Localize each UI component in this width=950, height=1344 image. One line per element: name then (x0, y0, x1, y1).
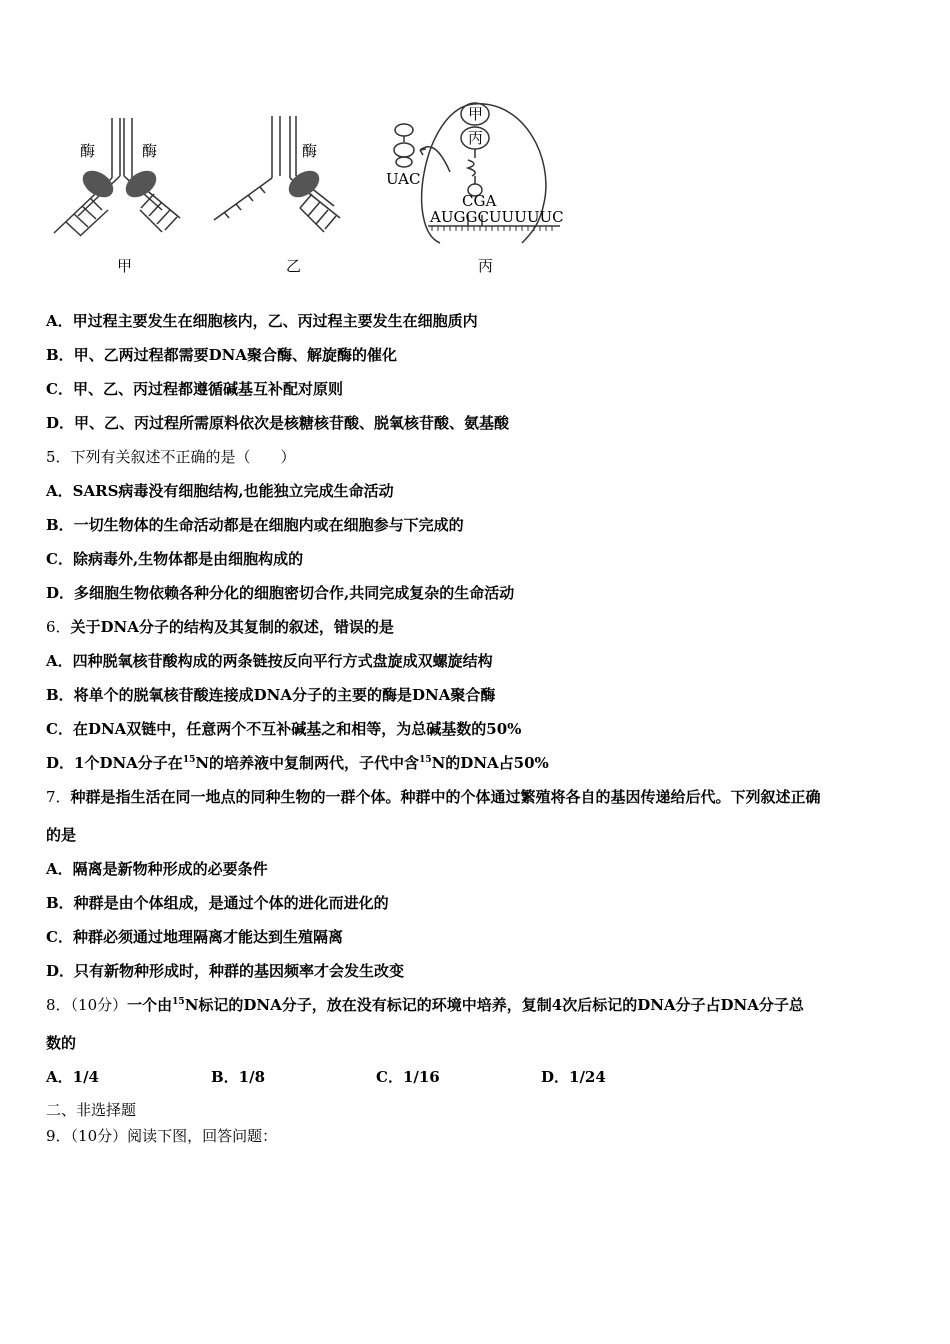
q8-option-a: A．1/4 (46, 1068, 99, 1086)
q7-option-d: D．只有新物种形成时，种群的基因频率才会发生改变 (46, 962, 405, 980)
ribosome-label-mid: 丙 (468, 129, 484, 147)
panel-jia (54, 118, 180, 236)
enzyme-label-2: 酶 (142, 142, 158, 160)
q4-option-c: C．甲、乙、丙过程都遵循碱基互补配对原则 (46, 380, 343, 398)
q5-option-b: B．一切生物体的生命活动都是在细胞内或在细胞参与下完成的 (46, 516, 464, 534)
q8-stem-part2: N标记的DNA分子，放在没有标记的环境中培养，复制4次后标记的DNA分子占DNA分子总 (184, 996, 804, 1014)
q8-stem-line1 (46, 995, 804, 1015)
panel-label-jia: 甲 (117, 257, 133, 275)
q7-stem-line1 (46, 787, 821, 807)
q8-stem-line2: 数的 (46, 1034, 77, 1052)
q8-stem-part1: 一个由 (127, 996, 173, 1014)
ribosome-label-top: 甲 (468, 105, 484, 123)
q5-option-a: A．SARS病毒没有细胞结构,也能独立完成生命活动 (46, 482, 394, 500)
q4-option-a: A．甲过程主要发生在细胞核内，乙、丙过程主要发生在细胞质内 (46, 312, 478, 330)
trna-anticodon-label: UAC (386, 170, 421, 188)
mrna-sequence-label: AUGGCUUUUUC (430, 208, 564, 226)
q6-option-b: B．将单个的脱氧核苷酸连接成DNA分子的主要的酶是DNA聚合酶 (46, 686, 496, 704)
q6-stem-text: 关于DNA分子的结构及其复制的叙述，错误的是 (70, 618, 394, 636)
q8-number: 8．（10分） (46, 996, 128, 1014)
q8-option-b: B．1/8 (211, 1068, 266, 1086)
q6-number: 6． (46, 618, 71, 636)
q7-option-a: A．隔离是新物种形成的必要条件 (46, 860, 268, 878)
q8-stem-sup: 15 (172, 997, 185, 1007)
panel-label-bing: 丙 (478, 257, 494, 275)
codon-label: CGA (462, 192, 497, 210)
q5-option-d: D．多细胞生物依赖各种分化的细胞密切合作,共同完成复杂的生命活动 (46, 584, 515, 602)
q6-option-c: C．在DNA双链中，任意两个不互补碱基之和相等，为总碱基数的50% (46, 720, 522, 738)
q7-option-c: C．种群必须通过地理隔离才能达到生殖隔离 (46, 928, 343, 946)
q6-option-d-part2: N的培养液中复制两代，子代中含 (195, 754, 420, 772)
q6-option-d-part3: N的DNA占50% (431, 754, 549, 772)
q9-stem: 9．（10分）阅读下图，回答问题： (46, 1127, 278, 1145)
q6-option-d-sup1: 15 (182, 755, 196, 765)
dna-process-figure (44, 98, 574, 288)
section-heading: 二、非选择题 (46, 1101, 137, 1119)
q8-option-c: C．1/16 (376, 1068, 440, 1086)
panel-yi (214, 116, 340, 232)
q6-option-d-sup2: 15 (419, 755, 432, 765)
q5-stem: 5．下列有关叙述不正确的是（ ） (46, 448, 296, 466)
q4-option-b: B．甲、乙两过程都需要DNA聚合酶、解旋酶的催化 (46, 346, 398, 364)
panel-label-yi: 乙 (286, 257, 302, 275)
q8-option-d: D．1/24 (541, 1068, 606, 1086)
q6-option-d (46, 753, 549, 773)
q8-options-row (46, 1067, 606, 1087)
q7-stem-text1: 种群是指生活在同一地点的同种生物的一群个体。种群中的个体通过繁殖将各自的基因传递给后代。下列叙述正确 (70, 788, 821, 806)
enzyme-label-1: 酶 (80, 142, 96, 160)
q6-option-d-part1: D．1个DNA分子在 (46, 754, 183, 772)
q7-number: 7． (46, 788, 71, 806)
q6-stem (46, 617, 394, 637)
q7-stem-line2: 的是 (46, 826, 77, 844)
q5-option-c: C．除病毒外,生物体都是由细胞构成的 (46, 550, 304, 568)
q7-option-b: B．种群是由个体组成，是通过个体的进化而进化的 (46, 894, 389, 912)
enzyme-label-yi: 酶 (302, 142, 318, 160)
q4-option-d: D．甲、乙、丙过程所需原料依次是核糖核苷酸、脱氧核苷酸、氨基酸 (46, 414, 510, 432)
q6-option-a: A．四种脱氧核苷酸构成的两条链按反向平行方式盘旋成双螺旋结构 (46, 652, 493, 670)
